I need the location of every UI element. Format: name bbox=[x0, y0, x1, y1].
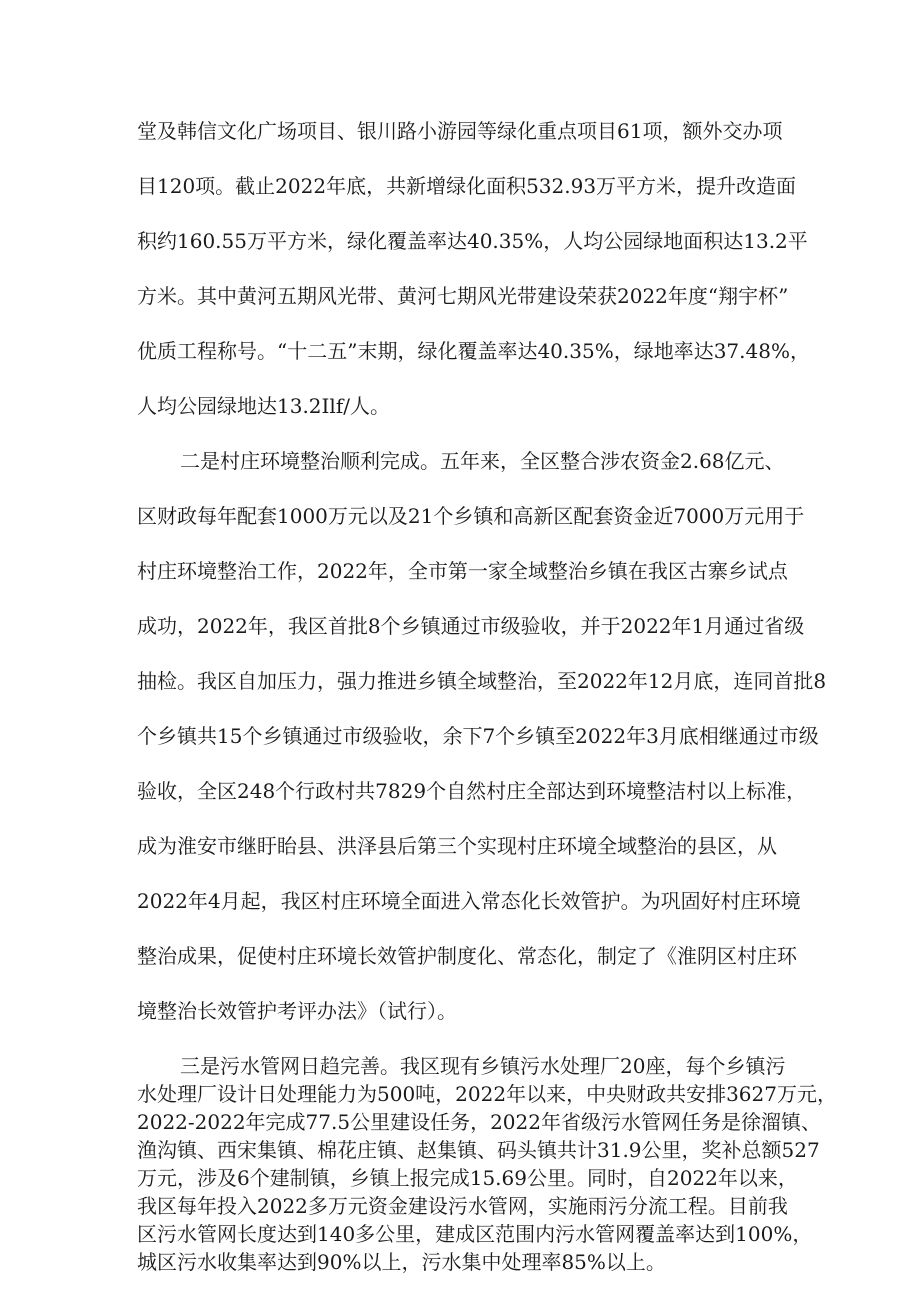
text-line: 村庄环境整治工作，2022年，全市第一家全域整治乡镇在我区古寨乡试点 bbox=[137, 559, 788, 583]
text-line: 二是村庄环境整治顺利完成。五年来，全区整合涉农资金2.68亿元、 bbox=[180, 449, 785, 473]
text-line: 2022-2022年完成77.5公里建设任务，2022年省级污水管网任务是徐溜镇、 bbox=[137, 1110, 821, 1134]
text-line: 抽检。我区自加压力，强力推进乡镇全域整治，至2022年12月底，连同首批8 bbox=[137, 669, 827, 693]
text-line: 优质工程称号。“十二五”末期，绿化覆盖率达40.35%，绿地率达37.48%， bbox=[137, 339, 810, 363]
text-line: 目120项。截止2022年底，共新增绿化面积532.93万平方米，提升改造面 bbox=[137, 174, 797, 198]
text-line: 2022年4月起，我区村庄环境全面进入常态化长效管护。为巩固好村庄环境 bbox=[137, 889, 801, 913]
text-line: 验收，全区248个行政村共7829个自然村庄全部达到环境整洁村以上标准， bbox=[137, 779, 807, 803]
text-line: 三是污水管网日趋完善。我区现有乡镇污水处理厂20座，每个乡镇污 bbox=[180, 1054, 786, 1078]
text-line: 方米。其中黄河五期风光带、黄河七期风光带建设荣获2022年度“翔宇杯” bbox=[137, 284, 789, 308]
text-line: 堂及韩信文化广场项目、银川路小游园等绿化重点项目61项，额外交办项 bbox=[137, 119, 783, 143]
text-line: 城区污水收集率达到90%以上，污水集中处理率85%以上。 bbox=[137, 1250, 666, 1274]
text-line: 境整治长效管护考评办法》（试行）。 bbox=[137, 999, 457, 1023]
text-line: 万元，涉及6个建制镇，乡镇上报完成15.69公里。同时，自2022年以来， bbox=[137, 1166, 798, 1190]
text-line: 水处理厂设计日处理能力为500吨，2022年以来，中央财政共安排3627万元， bbox=[137, 1082, 837, 1106]
text-line: 积约160.55万平方米，绿化覆盖率达40.35%，人均公园绿地面积达13.2平 bbox=[137, 229, 808, 253]
text-line: 成为淮安市继盱眙县、洪泽县后第三个实现村庄环境全域整治的县区，从 bbox=[137, 834, 777, 858]
text-line: 整治成果，促使村庄环境长效管护制度化、常态化，制定了《淮阴区村庄环 bbox=[137, 944, 797, 968]
text-line: 成功，2022年，我区首批8个乡镇通过市级验收，并于2022年1月通过省级 bbox=[137, 614, 805, 638]
text-line: 区污水管网长度达到140多公里，建成区范围内污水管网覆盖率达到100%， bbox=[137, 1222, 813, 1246]
text-line: 区财政每年配套1000万元以及21个乡镇和高新区配套资金近7000万元用于 bbox=[137, 504, 805, 528]
text-line: 个乡镇共15个乡镇通过市级验收，余下7个乡镇至2022年3月底相继通过市级 bbox=[137, 724, 819, 748]
text-line: 我区每年投入2022多万元资金建设污水管网，实施雨污分流工程。目前我 bbox=[137, 1194, 788, 1218]
text-line: 渔沟镇、西宋集镇、棉花庄镇、赵集镇、码头镇共计31.9公里，奖补总额527 bbox=[137, 1138, 820, 1162]
text-line: 人均公园绿地达13.2Ilf/人。 bbox=[137, 394, 390, 418]
